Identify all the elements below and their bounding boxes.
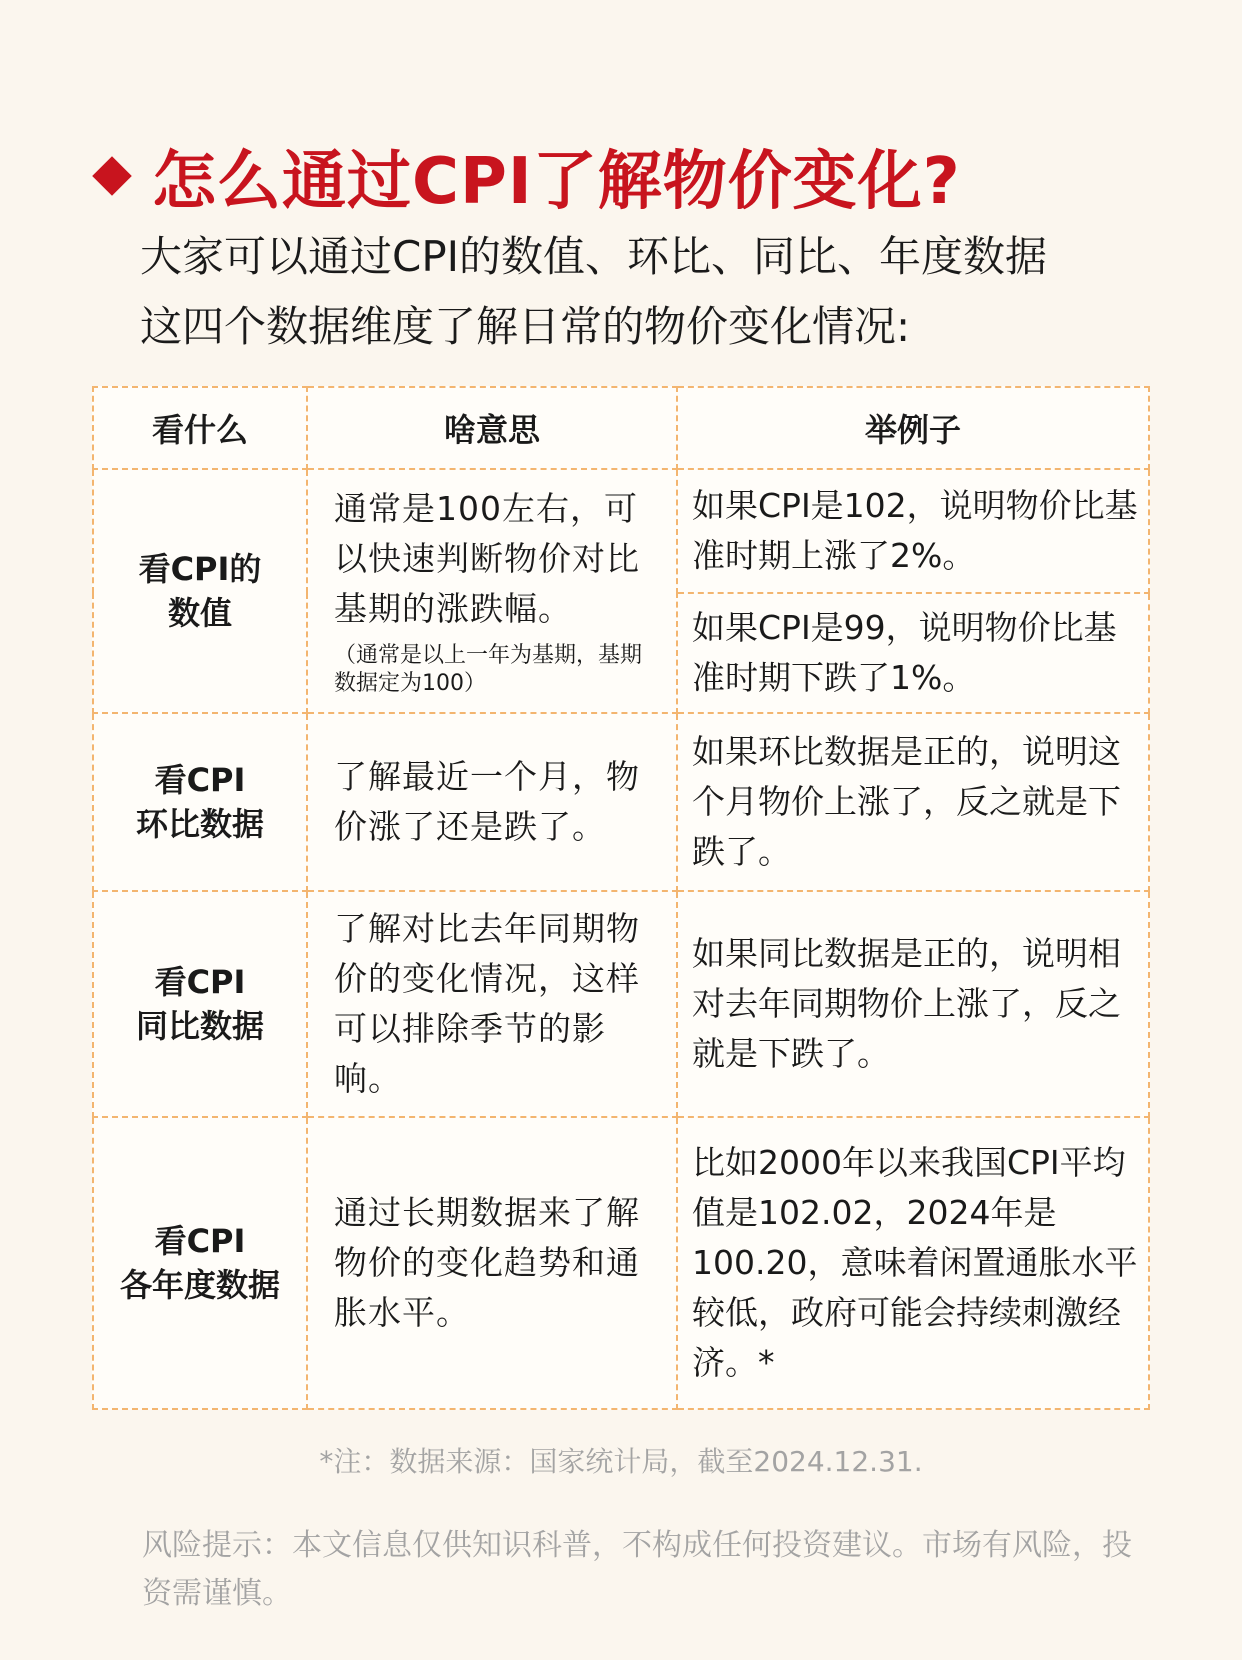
what-line: 看CPI的: [138, 550, 262, 588]
meaning-text: 通常是100左右，可以快速判断物价对比基期的涨跌幅。: [334, 489, 640, 628]
diamond-bullet-icon: [92, 156, 132, 196]
example-cell: [677, 593, 1149, 713]
row-what-annual: [93, 1117, 307, 1409]
meaning-text: 了解最近一个月，物价涨了还是跌了。: [334, 757, 640, 846]
intro-text: [140, 222, 1160, 362]
header-what: 看什么: [93, 387, 307, 469]
meaning-text: 通过长期数据来了解物价的变化趋势和通胀水平。: [334, 1193, 640, 1332]
example-cell: [677, 1117, 1149, 1409]
table-row: [93, 1117, 1149, 1409]
what-line: 看CPI: [154, 761, 246, 799]
page-title: 怎么通过CPI了解物价变化?: [152, 145, 961, 219]
table-row: [93, 469, 1149, 593]
source-footnote: *注：数据来源：国家统计局，截至2024.12.31.: [319, 1445, 923, 1478]
what-line: 看CPI: [154, 1222, 246, 1260]
intro-line-2: 这四个数据维度了解日常的物价变化情况:: [140, 302, 911, 351]
row-what-value: [93, 469, 307, 713]
row-what-mom: [93, 713, 307, 891]
row-meaning-annual: [307, 1117, 677, 1409]
row-meaning-value: [307, 469, 677, 713]
example-cell: [677, 469, 1149, 593]
meaning-text: 了解对比去年同期物价的变化情况，这样可以排除季节的影响。: [334, 909, 640, 1098]
example-text: 如果CPI是102，说明物价比基准时期上涨了2%。: [692, 486, 1138, 575]
what-line: 环比数据: [135, 805, 264, 843]
table-header-row: [93, 387, 1149, 469]
risk-disclaimer: 风险提示：本文信息仅供知识科普，不构成任何投资建议。市场有风险，投资需谨慎。: [142, 1528, 1132, 1611]
example-cell: [677, 891, 1149, 1117]
table-row: [93, 891, 1149, 1117]
example-text: 如果环比数据是正的，说明这个月物价上涨了，反之就是下跌了。: [692, 732, 1121, 871]
header-example: 举例子: [677, 387, 1149, 469]
what-line: 各年度数据: [119, 1266, 280, 1304]
what-line: 同比数据: [135, 1007, 264, 1045]
table-row: [93, 713, 1149, 891]
row-meaning-mom: [307, 713, 677, 891]
header-meaning: 啥意思: [307, 387, 677, 469]
cpi-table: [92, 386, 1150, 1410]
example-text: 如果CPI是99，说明物价比基准时期下跌了1%。: [692, 608, 1117, 697]
what-line: 数值: [167, 594, 232, 632]
example-text: 如果同比数据是正的，说明相对去年同期物价上涨了，反之就是下跌了。: [692, 934, 1121, 1073]
row-meaning-yoy: [307, 891, 677, 1117]
intro-line-1: 大家可以通过CPI的数值、环比、同比、年度数据: [140, 232, 1048, 281]
title-row: [92, 130, 961, 222]
what-line: 看CPI: [154, 963, 246, 1001]
meaning-note: （通常是以上一年为基期，基期数据定为100）: [334, 643, 643, 696]
row-what-yoy: [93, 891, 307, 1117]
example-cell: [677, 713, 1149, 891]
example-text: 比如2000年以来我国CPI平均值是102.02，2024年是100.20，意味着闲置通胀水平较低，政府可能会持续刺激经济。*: [692, 1143, 1138, 1382]
